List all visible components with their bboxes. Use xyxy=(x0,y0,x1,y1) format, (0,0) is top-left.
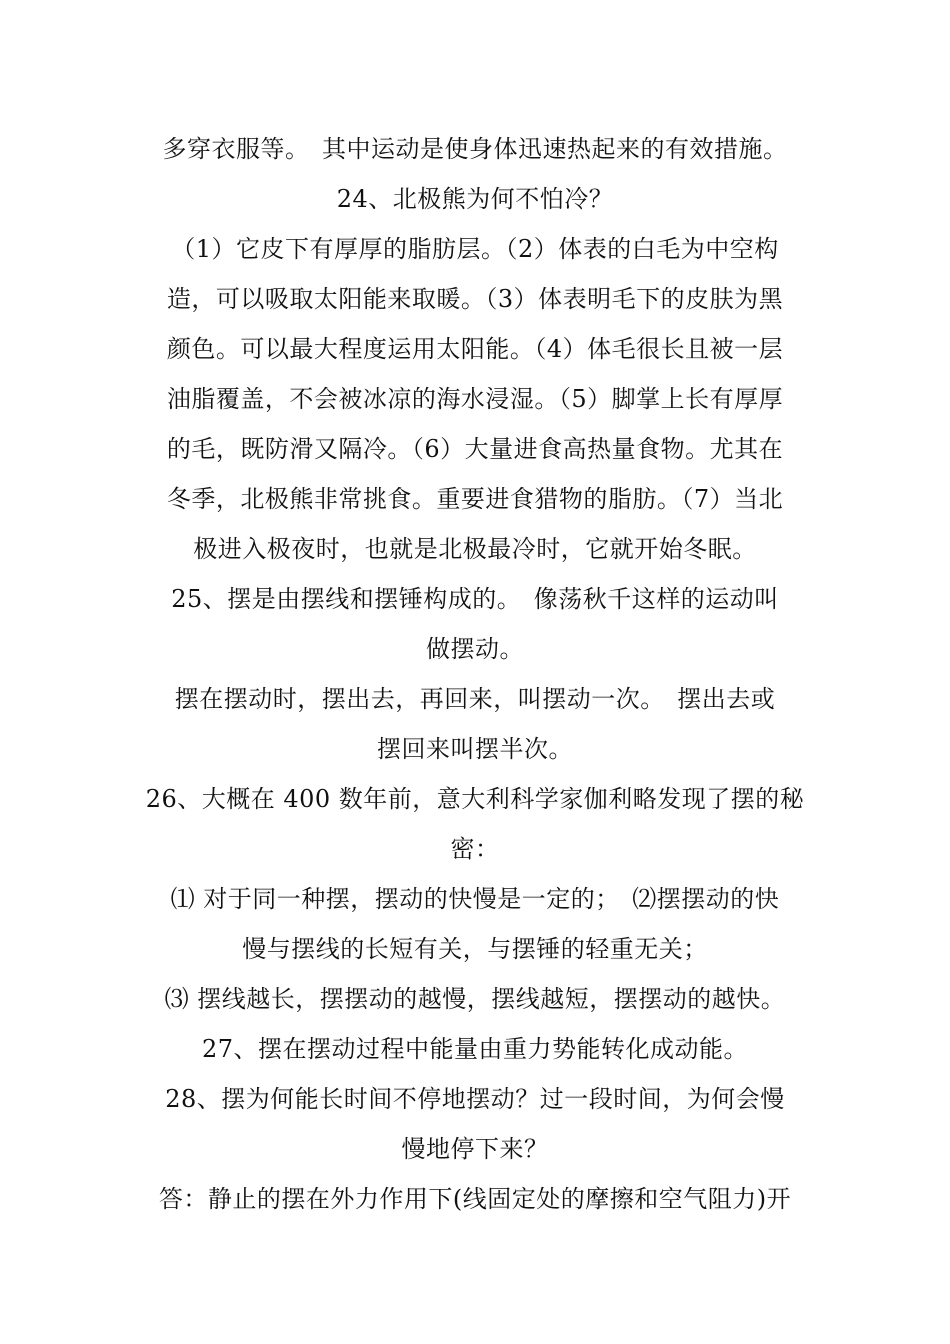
text-line: 摆回来叫摆半次。 xyxy=(377,735,573,763)
text-line: 24、北极熊为何不怕冷？ xyxy=(336,185,614,213)
text-line: 答：静止的摆在外力作用下(线固定处的摩擦和空气阻力)开 xyxy=(158,1185,792,1213)
text-line: 造，可以吸取太阳能来取暖。（3）体表明毛下的皮肤为黑 xyxy=(166,285,784,313)
text-line: 慢地停下来？ xyxy=(401,1135,549,1163)
text-line: 做摆动。 xyxy=(426,635,524,663)
text-line: 冬季，北极熊非常挑食。重要进食猎物的脂肪。（7）当北 xyxy=(166,485,784,513)
text-line: 26、大概在 400 数年前，意大利科学家伽利略发现了摆的秘 xyxy=(145,785,805,813)
text-line: 颜色。可以最大程度运用太阳能。（4）体毛很长且被一层 xyxy=(166,335,784,363)
text-line: 摆在摆动时，摆出去，再回来，叫摆动一次。 摆出去或 xyxy=(174,685,776,713)
text-line: 油脂覆盖，不会被冰凉的海水浸湿。（5）脚掌上长有厚厚 xyxy=(166,385,784,413)
text-line: 25、摆是由摆线和摆锤构成的。 像荡秋千这样的运动叫 xyxy=(171,585,779,613)
text-line: 多穿衣服等。 其中运动是使身体迅速热起来的有效措施。 xyxy=(162,135,788,163)
text-line: 密： xyxy=(450,835,500,863)
text-line: 慢与摆线的长短有关，与摆锤的轻重无关； xyxy=(242,935,708,963)
text-line: 的毛，既防滑又隔冷。（6）大量进食高热量食物。尤其在 xyxy=(166,435,784,463)
text-line: ⑶ 摆线越长，摆摆动的越慢，摆线越短，摆摆动的越快。 xyxy=(164,985,786,1013)
text-line: 极进入极夜时，也就是北极最冷时，它就开始冬眠。 xyxy=(193,535,757,563)
text-line: ⑴ 对于同一种摆，摆动的快慢是一定的； ⑵摆摆动的快 xyxy=(170,885,780,913)
text-line: 28、摆为何能长时间不停地摆动？过一段时间，为何会慢 xyxy=(165,1085,785,1113)
text-line: （1）它皮下有厚厚的脂肪层。（2）体表的白毛为中空构 xyxy=(171,235,779,263)
text-line: 27、摆在摆动过程中能量由重力势能转化成动能。 xyxy=(201,1035,749,1063)
